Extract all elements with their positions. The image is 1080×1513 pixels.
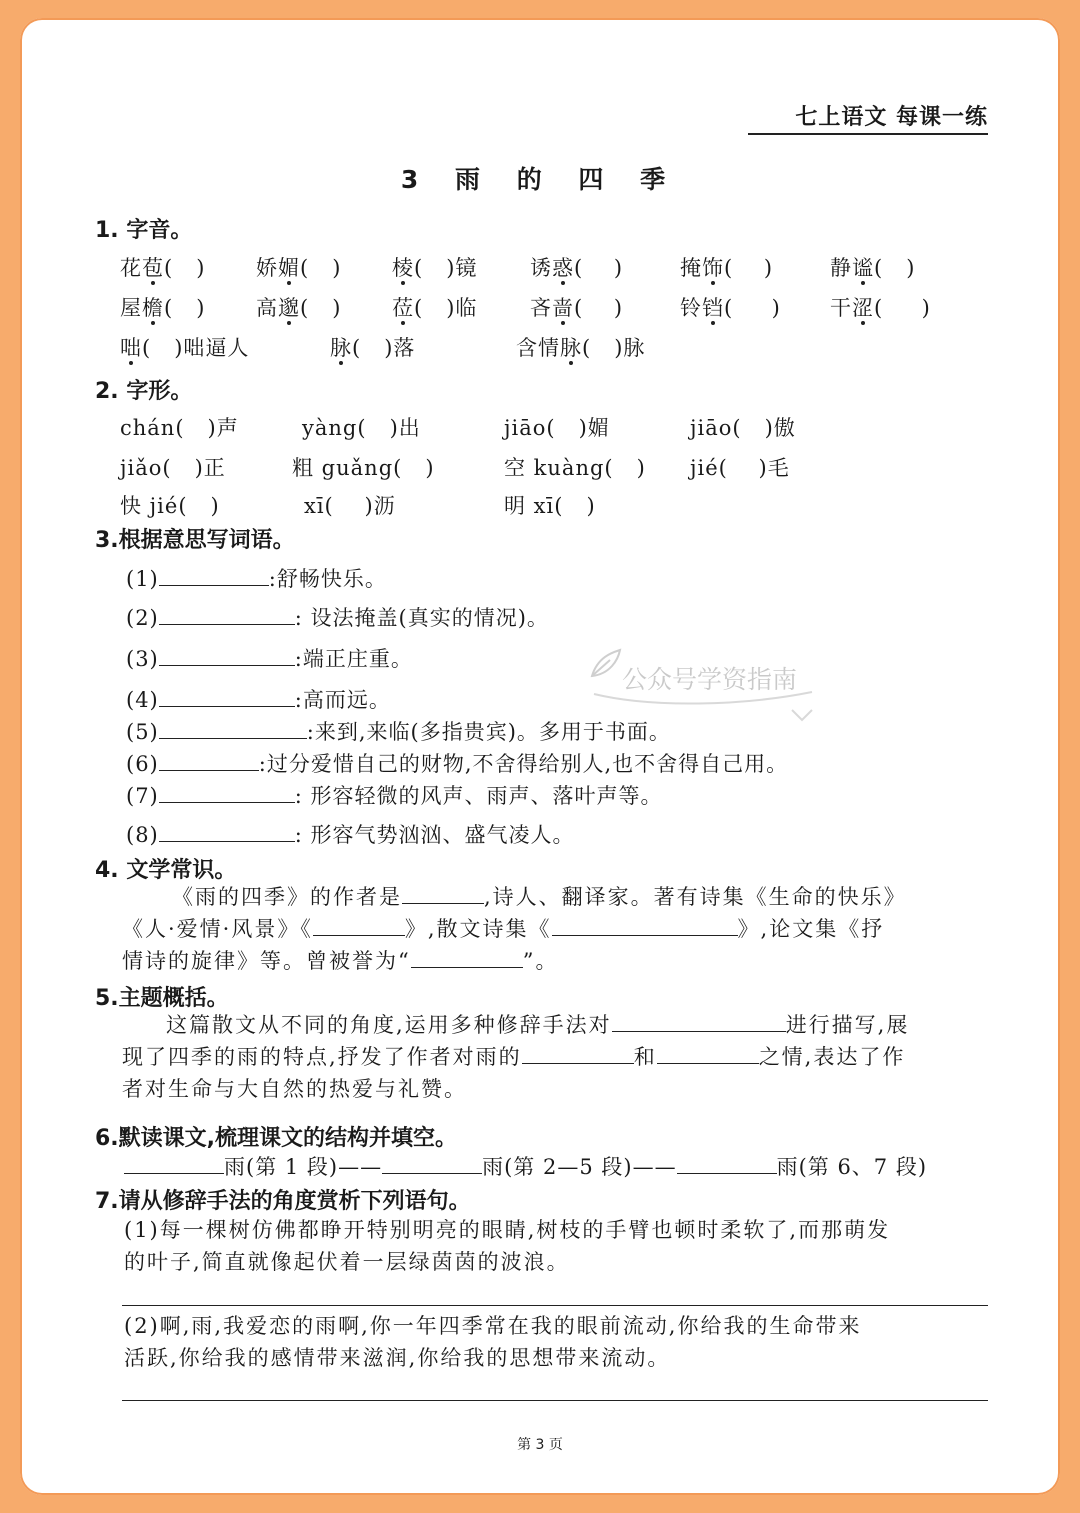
pronunciation-item: 娇媚( ) xyxy=(256,256,342,280)
fill-blank[interactable] xyxy=(159,603,295,625)
pinyin-item: xī( )沥 xyxy=(304,494,396,518)
dotted-char: 檐 xyxy=(142,296,164,320)
dotted-char: 铛 xyxy=(702,296,724,320)
watermark-swoosh-icon xyxy=(592,684,822,724)
page-number: 第 3 页 xyxy=(517,1437,563,1453)
pinyin-item: 快 jié( ) xyxy=(120,494,220,518)
watermark-text: 公众号学资指南 xyxy=(622,665,798,694)
section-3-heading: 3.根据意思写词语。 xyxy=(95,528,295,553)
section-5-heading: 5.主题概括。 xyxy=(95,986,229,1011)
pinyin-item: 空 kuàng( ) xyxy=(504,456,646,480)
section-4-heading: 4. 文学常识。 xyxy=(95,858,237,883)
dotted-char: 惑 xyxy=(552,256,574,280)
dotted-char: 媚 xyxy=(278,256,300,280)
dotted-char: 涩 xyxy=(852,296,874,320)
lesson-title: 3 雨 的 四 季 xyxy=(400,165,680,194)
pronunciation-item: 静谧( ) xyxy=(830,256,916,280)
theme-summary-text: 这篇散文从不同的角度,运用多种修辞手法对 进行描写,展 现了四季的雨的特点,抒发了作者对雨的 和 之情,表达了作 者对生命与大自然的热爱与礼赞。 xyxy=(122,1009,992,1105)
pinyin-item: 粗 guǎng( ) xyxy=(292,456,435,480)
question-7-1-text: (1)每一棵树仿佛都睁开特别明亮的眼睛,树枝的手臂也顿时柔软了,而那萌发 的叶子,简直就像起伏着一层绿茵茵的波浪。 xyxy=(124,1218,891,1274)
fill-blank[interactable] xyxy=(159,644,295,666)
definition-item: (8) : 形容气势汹汹、盛气凌人。 xyxy=(126,819,575,849)
definition-item: (7) : 形容轻微的风声、雨声、落叶声等。 xyxy=(126,780,663,810)
dotted-char: 咄 xyxy=(120,336,142,360)
pronunciation-item: 莅( )临 xyxy=(392,296,478,320)
pinyin-item: chán( )声 xyxy=(120,416,239,440)
section-6-heading: 6.默读课文,梳理课文的结构并填空。 xyxy=(95,1126,458,1151)
pinyin-item: jiāo( )傲 xyxy=(690,416,796,440)
dotted-char: 棱 xyxy=(392,256,414,280)
leaf-icon xyxy=(588,646,624,682)
fill-blank[interactable] xyxy=(159,564,269,586)
definition-item: (5) :来到,来临(多指贵宾)。多用于书面。 xyxy=(126,716,671,746)
pinyin-item: 明 xī( ) xyxy=(504,494,596,518)
dotted-char: 脉 xyxy=(330,336,352,360)
series-header: 七上语文 每课一练 xyxy=(748,100,988,135)
pronunciation-item: 掩饰( ) xyxy=(680,256,774,280)
fill-blank[interactable] xyxy=(159,820,295,842)
definition-item: (1) :舒畅快乐。 xyxy=(126,563,387,593)
pronunciation-item: 吝啬( ) xyxy=(530,296,624,320)
answer-line-2[interactable] xyxy=(122,1400,988,1401)
pronunciation-item: 铃铛( ) xyxy=(680,296,781,320)
definition-item: (6) :过分爱惜自己的财物,不舍得给别人,也不舍得自己用。 xyxy=(126,748,788,778)
answer-line-1[interactable] xyxy=(122,1305,988,1306)
question-7-2-text: (2)啊,雨,我爱恋的雨啊,你一年四季常在我的眼前流动,你给我的生命带来 活跃,你给我的感情带来滋润,你给我的思想带来流动。 xyxy=(124,1314,862,1370)
fill-blank[interactable] xyxy=(159,781,295,803)
definition-item: (3) :端正庄重。 xyxy=(126,643,413,673)
pinyin-item: jiāo( )媚 xyxy=(504,416,610,440)
section-7-heading: 7.请从修辞手法的角度赏析下列语句。 xyxy=(95,1189,471,1214)
fill-blank[interactable] xyxy=(159,717,307,739)
pronunciation-item: 咄( )咄逼人 xyxy=(120,336,250,360)
section-1-heading: 1. 字音。 xyxy=(95,218,193,243)
dotted-char: 邈 xyxy=(278,296,300,320)
pronunciation-item: 脉( )落 xyxy=(330,336,416,360)
pronunciation-item: 含情脉( )脉 xyxy=(516,336,646,360)
definition-item: (2) : 设法掩盖(真实的情况)。 xyxy=(126,602,549,632)
dotted-char: 莅 xyxy=(392,296,414,320)
dotted-char: 苞 xyxy=(142,256,164,280)
pronunciation-item: 花苞( ) xyxy=(120,256,206,280)
dotted-char: 啬 xyxy=(552,296,574,320)
pronunciation-item: 高邈( ) xyxy=(256,296,342,320)
pronunciation-item: 棱( )镜 xyxy=(392,256,478,280)
fill-blank[interactable] xyxy=(159,749,259,771)
dotted-char: 脉 xyxy=(560,336,582,360)
dotted-char: 饰 xyxy=(702,256,724,280)
pronunciation-item: 干涩( ) xyxy=(830,296,931,320)
pinyin-item: jiǎo( )正 xyxy=(120,456,226,480)
structure-fill-row: 雨(第 1 段)—— 雨(第 2—5 段)—— 雨(第 6、7 段) xyxy=(124,1151,927,1181)
section-2-heading: 2. 字形。 xyxy=(95,379,193,404)
pinyin-item: yàng( )出 xyxy=(302,416,421,440)
pronunciation-item: 诱惑( ) xyxy=(530,256,624,280)
pronunciation-item: 屋檐( ) xyxy=(120,296,206,320)
pinyin-item: jié( )毛 xyxy=(690,456,790,480)
definition-item: (4) :高而远。 xyxy=(126,684,391,714)
fill-blank[interactable] xyxy=(159,685,295,707)
dotted-char: 谧 xyxy=(852,256,874,280)
literary-knowledge-text: 《雨的四季》的作者是 ,诗人、翻译家。著有诗集《生命的快乐》 《人·爱情·风景》《 》,散文诗集《 》,论文集《抒 情诗的旋律》等。曾被誉为“ ”。 xyxy=(122,881,992,977)
